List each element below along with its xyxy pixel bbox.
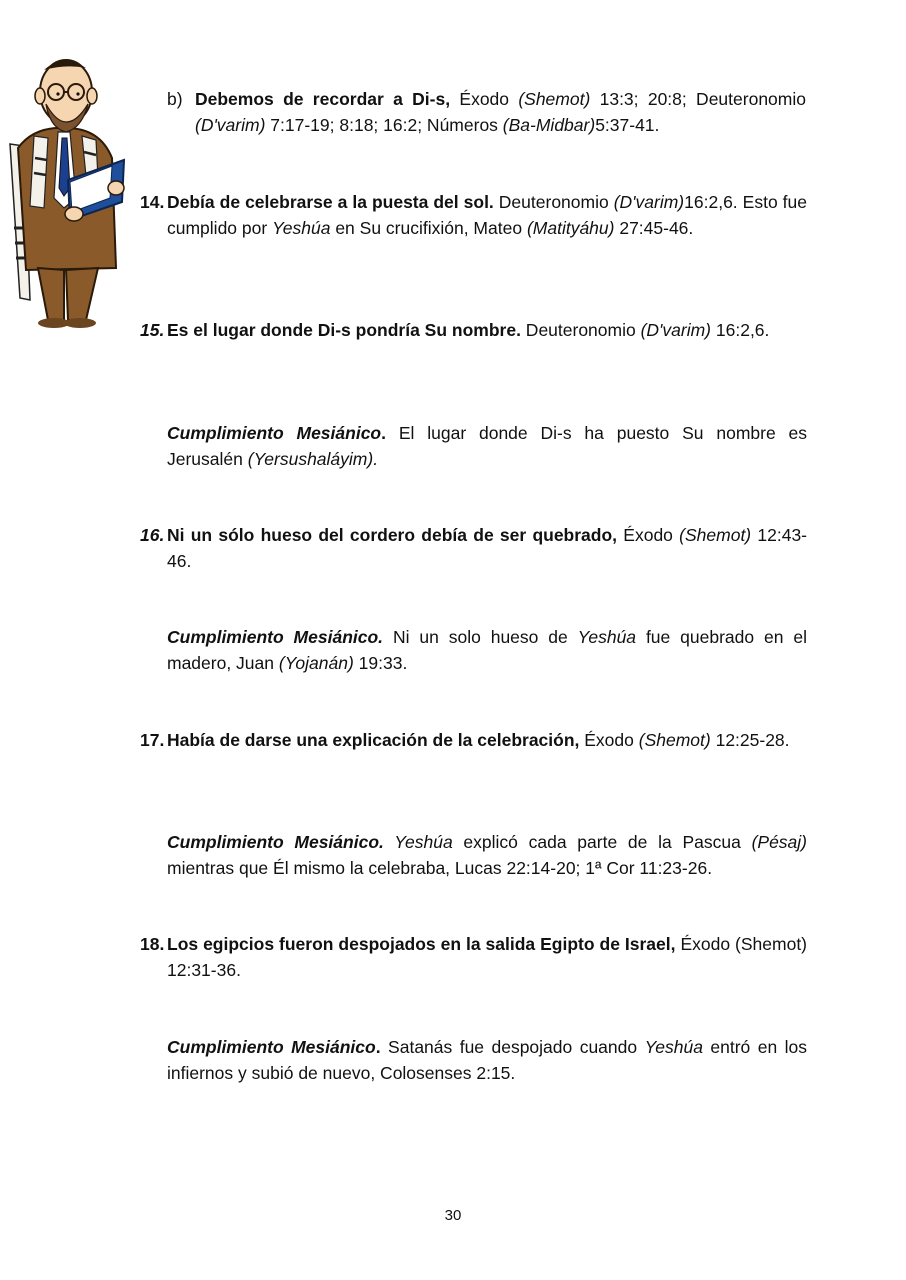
text: 12:25-28.	[710, 730, 790, 750]
text: El lugar donde Di-s ha puesto Su nombre es Jerusalén	[167, 423, 808, 469]
text: entró en los infiernos y subió de nuevo, Colosenses 2:15.	[167, 1037, 808, 1083]
item-marker: b)	[167, 89, 183, 109]
italic-text: Yeshúa	[644, 1037, 703, 1057]
text: Éxodo	[579, 730, 639, 750]
text: Ni un solo hueso de	[383, 627, 578, 647]
period: .	[381, 423, 386, 443]
page-number: 30	[444, 1207, 462, 1224]
fulfillment-label: Cumplimiento Mesiánico.	[167, 832, 384, 852]
item-number: 17.	[140, 730, 165, 750]
item-heading: Había de darse una explicación de la celebración,	[167, 730, 580, 750]
text: 12:43-46.	[167, 525, 808, 571]
italic-text: Yeshúa	[383, 832, 453, 852]
item-heading: Ni un sólo hueso del cordero debía de ser quebrado,	[167, 525, 618, 545]
item-heading: Debemos de recordar a Di-s,	[195, 89, 451, 109]
item-15	[167, 317, 807, 343]
text: Éxodo	[617, 525, 680, 545]
text: 7:17-19; 8:18; 16:2; Números	[265, 115, 503, 135]
text: Éxodo (Shemot) 12:31-36.	[167, 934, 808, 980]
text: 13:3; 20:8; Deuteronomio	[590, 89, 806, 109]
italic-text: Yeshúa	[272, 218, 331, 238]
text: explicó cada parte de la Pascua	[452, 832, 752, 852]
italic-text: (Pésaj)	[751, 832, 808, 852]
fulfillment-label: Cumplimiento Mesiánico	[167, 1037, 376, 1057]
text: Satanás fue despojado cuando	[380, 1037, 645, 1057]
item-17-fulfillment	[167, 829, 807, 881]
item-15-fulfillment	[167, 420, 807, 472]
item-heading: Debía de celebrarse a la puesta del sol.	[167, 192, 494, 212]
italic-text: Yeshúa	[577, 627, 637, 647]
item-b	[195, 86, 806, 138]
item-number: 14.	[140, 192, 165, 212]
rabbi-reading-book-illustration	[4, 48, 130, 330]
italic-text: (Yersushaláyim).	[247, 449, 379, 469]
item-14	[167, 189, 807, 241]
italic-text: (Matityáhu)	[526, 218, 615, 238]
italic-text: (Ba-Midbar)	[502, 115, 596, 135]
text: Éxodo	[450, 89, 519, 109]
fulfillment-label: Cumplimiento Mesiánico.	[167, 627, 384, 647]
text: 16:2,6. Esto fue cumplido por	[167, 192, 807, 238]
item-number: 18.	[140, 934, 165, 954]
text: fue quebrado en el madero, Juan	[167, 627, 807, 673]
item-heading: Es el lugar donde Di-s pondría Su nombre.	[167, 320, 521, 340]
italic-text: (D'varim)	[195, 115, 266, 135]
text: en Su crucifixión, Mateo	[330, 218, 527, 238]
item-18	[167, 931, 807, 983]
italic-text: (D'varim)	[640, 320, 712, 340]
fulfillment-label: Cumplimiento Mesiánico	[167, 423, 382, 443]
item-16-fulfillment	[167, 624, 807, 676]
item-17	[167, 727, 807, 753]
text: 19:33.	[353, 653, 408, 673]
item-18-fulfillment	[167, 1034, 807, 1086]
text: 27:45-46.	[614, 218, 694, 238]
italic-text: (D'varim)	[613, 192, 685, 212]
text: Deuteronomio	[493, 192, 614, 212]
italic-text: (Yojanán)	[278, 653, 354, 673]
item-heading: Los egipcios fueron despojados en la salida Egipto de Israel,	[167, 934, 676, 954]
text: mientras que Él mismo la celebraba, Lucas 22:14-20; 1ª Cor 11:23-26.	[167, 858, 713, 878]
text: 16:2,6.	[711, 320, 770, 340]
italic-text: (Shemot)	[679, 525, 752, 545]
italic-text: (Shemot)	[638, 730, 711, 750]
item-16	[167, 522, 807, 574]
italic-text: (Shemot)	[518, 89, 591, 109]
item-number: 16.	[140, 525, 165, 545]
text: 5:37-41.	[595, 115, 660, 135]
text: Deuteronomio	[520, 320, 641, 340]
period: .	[375, 1037, 381, 1057]
item-number: 15.	[140, 320, 165, 340]
